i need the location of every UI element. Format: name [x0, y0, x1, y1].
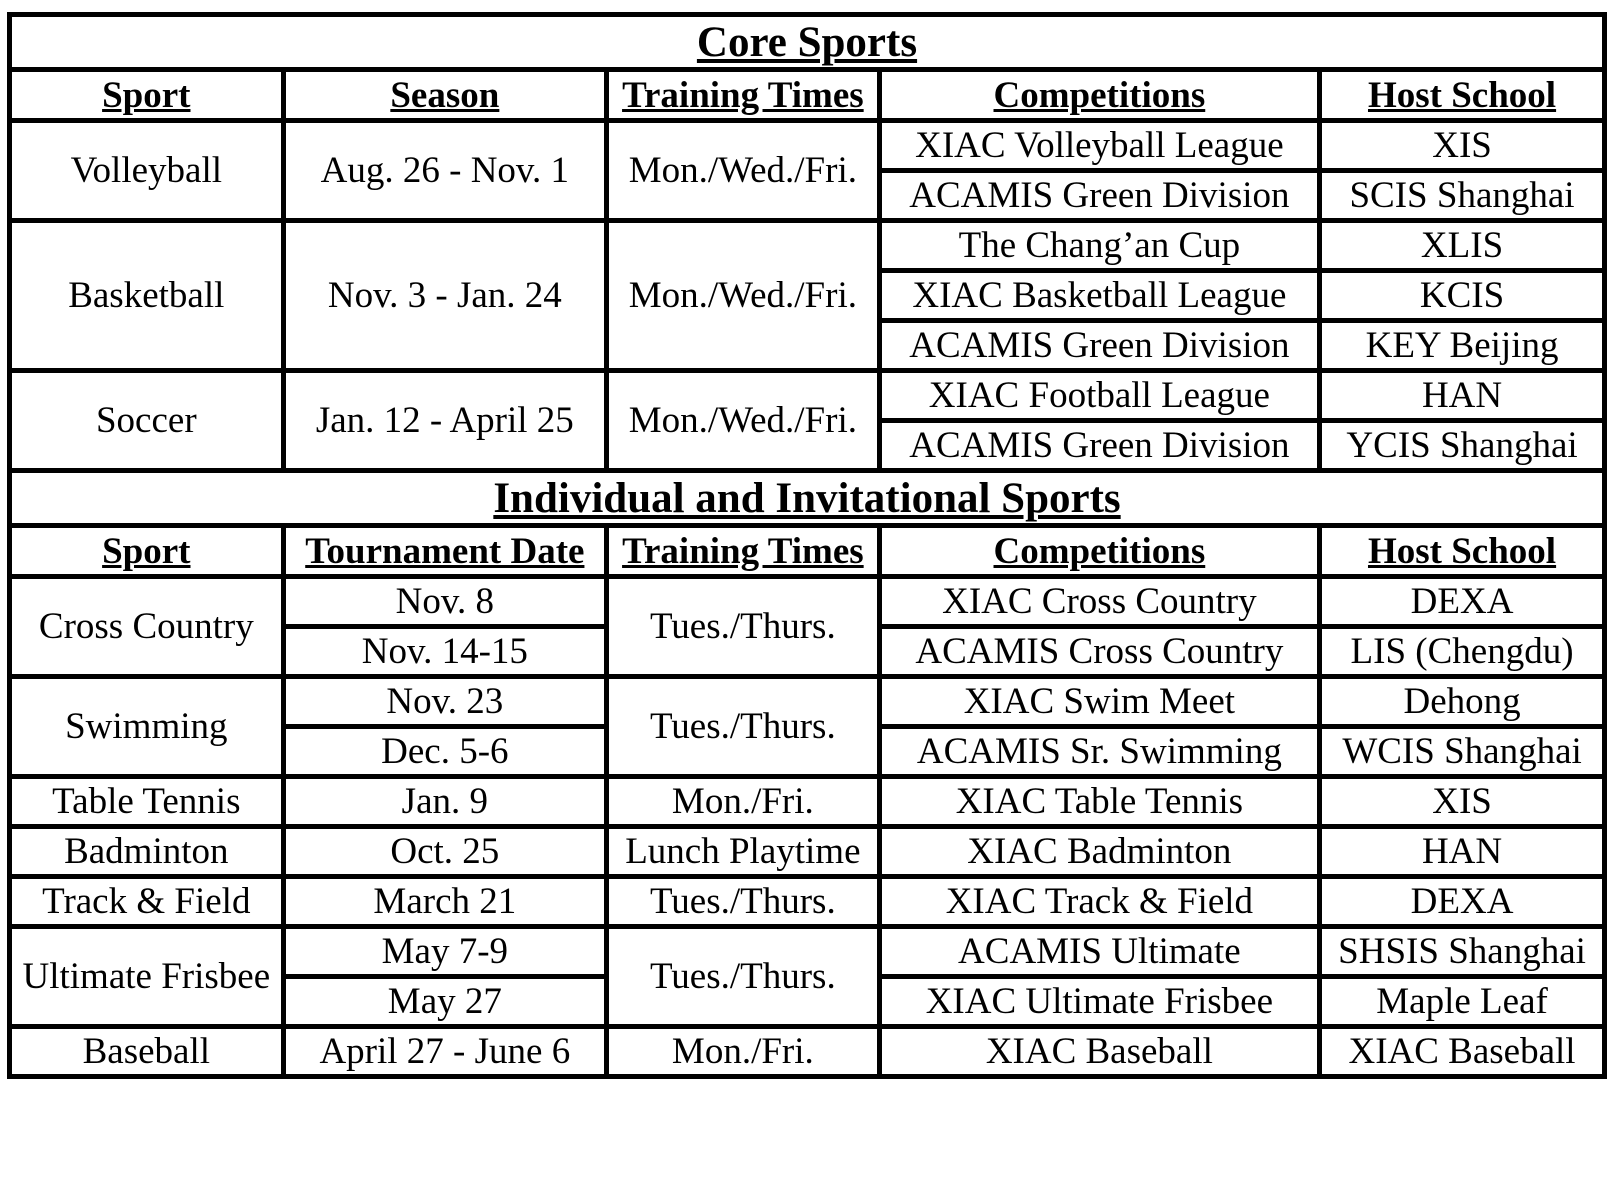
date-cell: May 7-9 — [283, 927, 606, 977]
host-cell: LIS (Chengdu) — [1320, 627, 1605, 677]
core-header-row — [10, 70, 1605, 121]
training-cell: Tues./Thurs. — [607, 577, 880, 677]
competition-cell: ACAMIS Green Division — [879, 421, 1319, 471]
competition-cell: XIAC Basketball League — [879, 271, 1319, 321]
core-sports-title-row — [10, 15, 1605, 70]
competition-cell: XIAC Volleyball League — [879, 121, 1319, 171]
competition-cell: ACAMIS Green Division — [879, 321, 1319, 371]
competition-cell: ACAMIS Ultimate — [879, 927, 1319, 977]
training-cell: Mon./Wed./Fri. — [607, 371, 880, 471]
table-row — [10, 221, 1605, 271]
host-cell: KCIS — [1320, 271, 1605, 321]
date-cell: Dec. 5-6 — [283, 727, 606, 777]
date-cell: Nov. 14-15 — [283, 627, 606, 677]
date-cell: Oct. 25 — [283, 827, 606, 877]
individual-header-training: Training Times — [607, 526, 880, 577]
competition-cell: XIAC Ultimate Frisbee — [879, 977, 1319, 1027]
individual-header-host: Host School — [1320, 526, 1605, 577]
date-cell: April 27 - June 6 — [283, 1027, 606, 1077]
sport-cell: Soccer — [10, 371, 284, 471]
training-cell: Mon./Wed./Fri. — [607, 221, 880, 371]
training-cell: Tues./Thurs. — [607, 877, 880, 927]
table-row — [10, 371, 1605, 421]
host-cell: XIAC Baseball — [1320, 1027, 1605, 1077]
host-cell: SCIS Shanghai — [1320, 171, 1605, 221]
table-row — [10, 827, 1605, 877]
host-cell: Dehong — [1320, 677, 1605, 727]
training-cell: Mon./Fri. — [607, 777, 880, 827]
table-row — [10, 577, 1605, 627]
training-cell: Tues./Thurs. — [607, 927, 880, 1027]
competition-cell: The Chang’an Cup — [879, 221, 1319, 271]
sport-cell: Cross Country — [10, 577, 284, 677]
competition-cell: XIAC Table Tennis — [879, 777, 1319, 827]
competition-cell: ACAMIS Sr. Swimming — [879, 727, 1319, 777]
sport-cell: Table Tennis — [10, 777, 284, 827]
sport-cell: Track & Field — [10, 877, 284, 927]
competition-cell: XIAC Badminton — [879, 827, 1319, 877]
season-cell: Nov. 3 - Jan. 24 — [283, 221, 606, 371]
sport-cell: Basketball — [10, 221, 284, 371]
competition-cell: XIAC Baseball — [879, 1027, 1319, 1077]
table-row — [10, 1027, 1605, 1077]
date-cell: Nov. 8 — [283, 577, 606, 627]
sport-cell: Volleyball — [10, 121, 284, 221]
host-cell: YCIS Shanghai — [1320, 421, 1605, 471]
date-cell: May 27 — [283, 977, 606, 1027]
competition-cell: XIAC Football League — [879, 371, 1319, 421]
core-header-host: Host School — [1320, 70, 1605, 121]
training-cell: Lunch Playtime — [607, 827, 880, 877]
season-cell: Aug. 26 - Nov. 1 — [283, 121, 606, 221]
training-cell: Tues./Thurs. — [607, 677, 880, 777]
sport-cell: Swimming — [10, 677, 284, 777]
host-cell: SHSIS Shanghai — [1320, 927, 1605, 977]
date-cell: March 21 — [283, 877, 606, 927]
competition-cell: XIAC Cross Country — [879, 577, 1319, 627]
training-cell: Mon./Wed./Fri. — [607, 121, 880, 221]
host-cell: XIS — [1320, 121, 1605, 171]
host-cell: XLIS — [1320, 221, 1605, 271]
host-cell: XIS — [1320, 777, 1605, 827]
sport-cell: Ultimate Frisbee — [10, 927, 284, 1027]
individual-header-date: Tournament Date — [283, 526, 606, 577]
core-header-competitions: Competitions — [879, 70, 1319, 121]
table-row — [10, 677, 1605, 727]
host-cell: DEXA — [1320, 577, 1605, 627]
season-cell: Jan. 12 - April 25 — [283, 371, 606, 471]
core-header-training: Training Times — [607, 70, 880, 121]
host-cell: HAN — [1320, 827, 1605, 877]
core-sports-title: Core Sports — [10, 15, 1605, 70]
training-cell: Mon./Fri. — [607, 1027, 880, 1077]
sport-cell: Badminton — [10, 827, 284, 877]
sports-schedule-table — [7, 12, 1607, 1079]
individual-sports-title-row — [10, 471, 1605, 526]
table-row — [10, 777, 1605, 827]
competition-cell: XIAC Track & Field — [879, 877, 1319, 927]
table-row — [10, 877, 1605, 927]
host-cell: HAN — [1320, 371, 1605, 421]
core-header-season: Season — [283, 70, 606, 121]
date-cell: Jan. 9 — [283, 777, 606, 827]
sport-cell: Baseball — [10, 1027, 284, 1077]
host-cell: Maple Leaf — [1320, 977, 1605, 1027]
table-row — [10, 121, 1605, 171]
core-header-sport: Sport — [10, 70, 284, 121]
table-row — [10, 927, 1605, 977]
individual-sports-title: Individual and Invitational Sports — [10, 471, 1605, 526]
individual-header-sport: Sport — [10, 526, 284, 577]
date-cell: Nov. 23 — [283, 677, 606, 727]
individual-header-competitions: Competitions — [879, 526, 1319, 577]
host-cell: KEY Beijing — [1320, 321, 1605, 371]
individual-header-row — [10, 526, 1605, 577]
competition-cell: ACAMIS Cross Country — [879, 627, 1319, 677]
competition-cell: XIAC Swim Meet — [879, 677, 1319, 727]
host-cell: WCIS Shanghai — [1320, 727, 1605, 777]
competition-cell: ACAMIS Green Division — [879, 171, 1319, 221]
host-cell: DEXA — [1320, 877, 1605, 927]
